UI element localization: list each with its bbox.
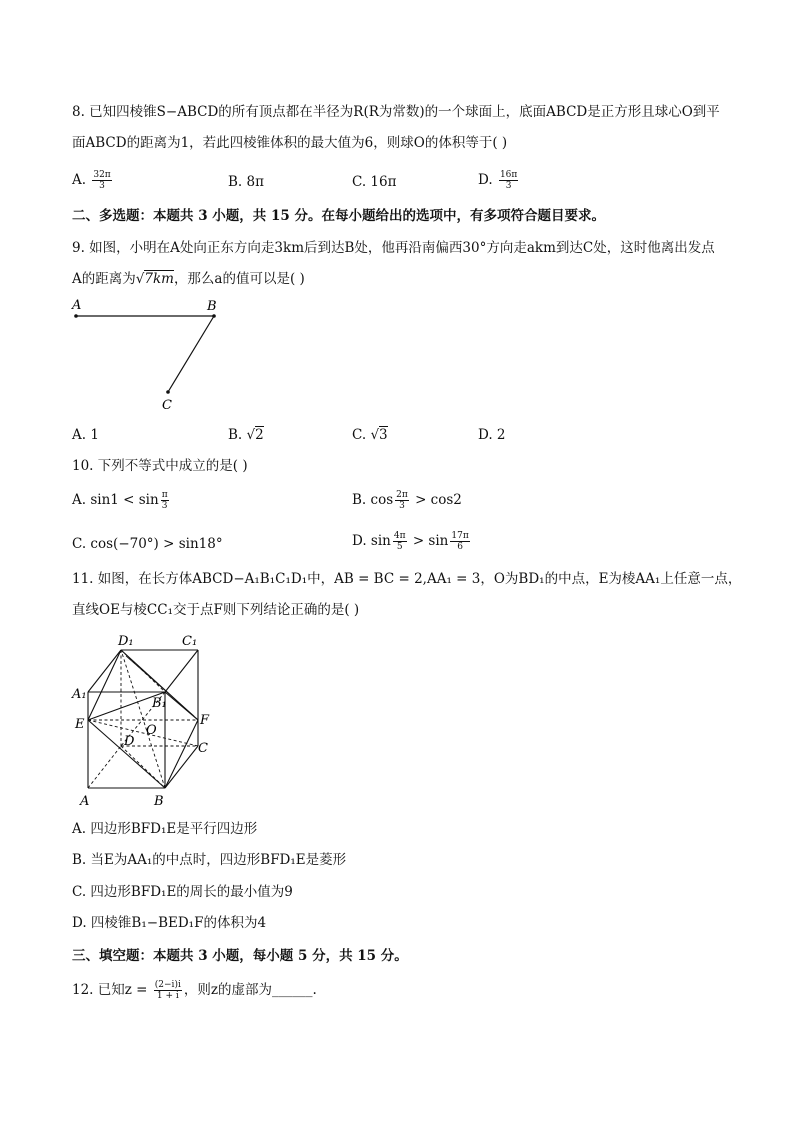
q8-stem-line2: 面ABCD的距离为1，若此四棱锥体积的最大值为6，则球O的体积等于( ) [72,135,508,151]
q11-stem-line2: 直线OE与棱CC₁交于点F则下列结论正确的是( ) [72,602,360,618]
label-f: F [200,713,210,728]
q12-stem-prefix: 12. 已知z = [72,982,148,998]
point-b [212,314,216,318]
q10-option-a-fraction [161,490,169,511]
fraction-numerator: 17π [451,531,469,541]
q9-radicand: 7km [144,271,174,287]
label-d1: D₁ [118,634,134,649]
fraction-numerator: π [161,490,168,500]
q8-option-b: B. 8π [228,174,264,190]
fraction-denominator: 1 + i [156,991,179,1001]
q9-option-b-radicand: 2 [255,427,264,443]
q10-stem: 10. 下列不等式中成立的是( ) [72,458,248,474]
label-a: A [72,298,82,313]
segment-f-b [165,720,198,788]
fraction-numerator: 4π [393,531,406,541]
q10-option-d-fraction-1 [393,531,407,552]
fraction-numerator: 2π [396,490,408,500]
q12-stem [72,980,317,1001]
fraction-denominator: 6 [457,542,463,552]
q9-stem-line2-suffix: ，那么a的值可以是( ) [173,271,305,287]
label-c1: C₁ [182,634,198,649]
q9-option-a: A. 1 [72,427,99,443]
q8-option-a-fraction [92,170,111,191]
q11-option-d: D. 四棱锥B₁−BED₁F的体积为4 [72,915,267,931]
q9-option-d: D. 2 [478,427,506,443]
sqrt-icon: √ [135,271,145,287]
q10-option-b [352,490,462,511]
q9-option-b [228,425,264,445]
label-e: E [75,717,85,732]
label-b: B [207,299,217,314]
q9-stem-line2-prefix: A的距离为 [72,271,136,287]
sqrt-icon: √ [246,427,256,443]
q8-option-a [72,170,114,191]
fraction-denominator: 3 [161,501,168,511]
q10-option-d-fraction-2 [450,531,469,552]
label-b1: B₁ [152,696,167,711]
edge-b-c [165,746,198,788]
q10-option-a-text: A. sin1 < sin [72,492,159,508]
segment-b1-f [165,692,198,720]
q8-option-c: C. 16π [352,174,397,190]
fraction-denominator: 3 [505,181,512,191]
q9-figure [66,296,226,414]
label-a: A [80,794,90,809]
q9-stem-line1: 9. 如图，小明在A处向正东方向走3km后到达B处，他再沿南偏西30°方向走akm到达C处，这时他离出发点 [72,240,715,256]
q9-option-b-label: B. [228,427,243,443]
q9-option-c [352,425,388,445]
label-c: C [162,398,172,413]
segment-e-c [88,720,198,746]
q9-stem-line2 [72,269,305,289]
q8-stem-line1: 8. 已知四棱锥S−ABCD的所有顶点都在半径为R(R为常数)的一个球面上，底面ABCD是正方形且球心O到平 [72,104,720,120]
fraction-numerator: 16π [499,170,518,180]
point-a [74,314,78,318]
edge-a-d [88,746,121,788]
q8-option-d-label: D. [478,172,493,188]
section-2-heading: 二、多选题：本题共 3 小题，共 15 分。在每小题给出的选项中，有多项符合题目要求。 [72,208,605,224]
q12-stem-suffix: ，则z的虚部为______. [183,982,317,998]
label-o: O [146,723,157,738]
fraction-denominator: 3 [99,181,105,191]
q10-option-d [352,531,472,552]
q10-option-c: C. cos(−70°) > sin18° [72,536,223,552]
q8-option-a-label: A. [72,172,87,188]
sqrt-icon: √ [370,427,380,443]
label-c: C [198,741,208,756]
q8-option-d-fraction [499,170,518,191]
fraction-denominator: 5 [396,542,403,552]
q9-option-c-label: C. [352,427,367,443]
q10-option-d-middle: > sin [408,533,449,549]
label-d: D [124,734,135,749]
label-b: B [154,794,164,809]
section-3-heading: 三、填空题：本题共 3 小题，每小题 5 分，共 15 分。 [72,948,408,964]
label-a1: A₁ [72,687,87,702]
point-c [166,390,170,394]
q11-option-b: B. 当E为AA₁的中点时，四边形BFD₁E是菱形 [72,852,347,868]
fraction-numerator: (2−i)i [154,980,181,990]
q10-option-b-text: B. cos [352,492,394,508]
edge-b1-c1 [165,650,198,692]
q9-option-c-radicand: 3 [379,427,388,443]
segment-bc [168,316,214,392]
fraction-numerator: 32π [93,170,111,180]
q12-fraction [154,980,182,1001]
fraction-denominator: 3 [399,501,405,511]
q10-option-d-text: D. sin [352,533,391,549]
q11-option-a: A. 四边形BFD₁E是平行四边形 [72,821,258,837]
q10-option-a [72,490,171,511]
q11-option-c: C. 四边形BFD₁E的周长的最小值为9 [72,884,293,900]
q11-cuboid-figure [68,628,218,810]
q10-option-b-fraction [395,490,409,511]
q11-stem-line1: 11. 如图，在长方体ABCD−A₁B₁C₁D₁中，AB = BC = 2,AA₁ = 3，O为BD₁的中点，E为棱AA₁上任意一点， [72,571,742,587]
q10-option-b-suffix: > cos2 [410,492,462,508]
q8-option-d [478,170,520,191]
